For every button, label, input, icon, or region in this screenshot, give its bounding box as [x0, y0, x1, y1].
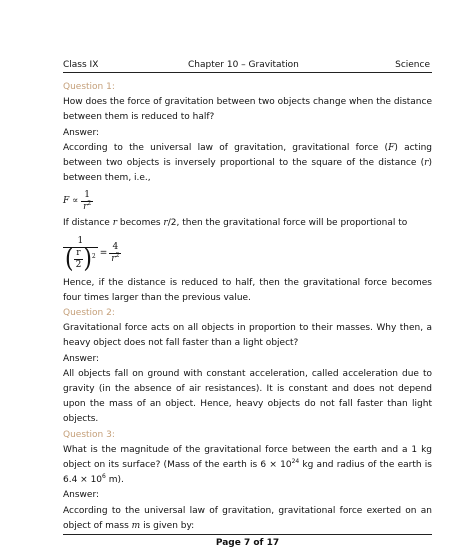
question-3-text: What is the magnitude of the gravitational force between the earth and a 1 kg object on its surface? (Mass of the earth is $6 \times 10^{24}$ kg and radius of the earth is $6.4 \times 10^6$ m). [63, 444, 432, 486]
answer-1-paragraph: According to the universal law of gravitation, gravitational force (F) acting between two objects is inversely proportional to the square of the distance (r) between them, i.e., [63, 142, 432, 184]
answer-1-half-distance: If distance r becomes r/2, then the gravitational force will be proportional to [63, 218, 408, 229]
page-footer [63, 534, 432, 548]
page-header [63, 58, 432, 73]
answer-3-text: According to the universal law of gravitation, gravitational force exerted on an object of mass m is given by: [63, 505, 432, 531]
formula-half-distance: 1 ( $\frac{r}{2}$ )$^2$ = $\frac{4}{r^2}$ [65, 236, 120, 275]
question-1-text: How does the force of gravitation between two objects change when the distance between them is reduced to half? [63, 97, 432, 123]
answer-1-conclusion: Hence, if the distance is reduced to half, then the gravitational force becomes four times larger than the previous value. [63, 277, 432, 303]
page-content [63, 80, 432, 534]
answer-2-text: All objects fall on ground with constant acceleration, called acceleration due to gravity (in the absence of air resistances). It is constant and does not depend upon the mass of an object. Hence, heavy objects do not fall faster than light objects. [63, 368, 432, 425]
header-subject: Science [395, 60, 430, 70]
question-2-label: Question 2: [63, 308, 115, 319]
header-class: Class IX [63, 60, 99, 70]
question-2-text: Gravitational force acts on all objects in proportion to their masses. Why then, a heavy object does not fall faster than a light object? [63, 323, 432, 349]
question-3-label: Question 3: [63, 429, 115, 440]
formula-proportionality: F ∝ $\frac{1}{r^2}$ [63, 189, 92, 212]
header-chapter: Chapter 10 – Gravitation [188, 60, 299, 70]
answer-1-label: Answer: [63, 127, 100, 138]
question-1-label: Question 1: [63, 82, 115, 92]
page-number: Page 7 of 17 [215, 538, 280, 548]
answer-2-label: Answer: [63, 353, 100, 364]
answer-3-label: Answer: [63, 490, 100, 501]
